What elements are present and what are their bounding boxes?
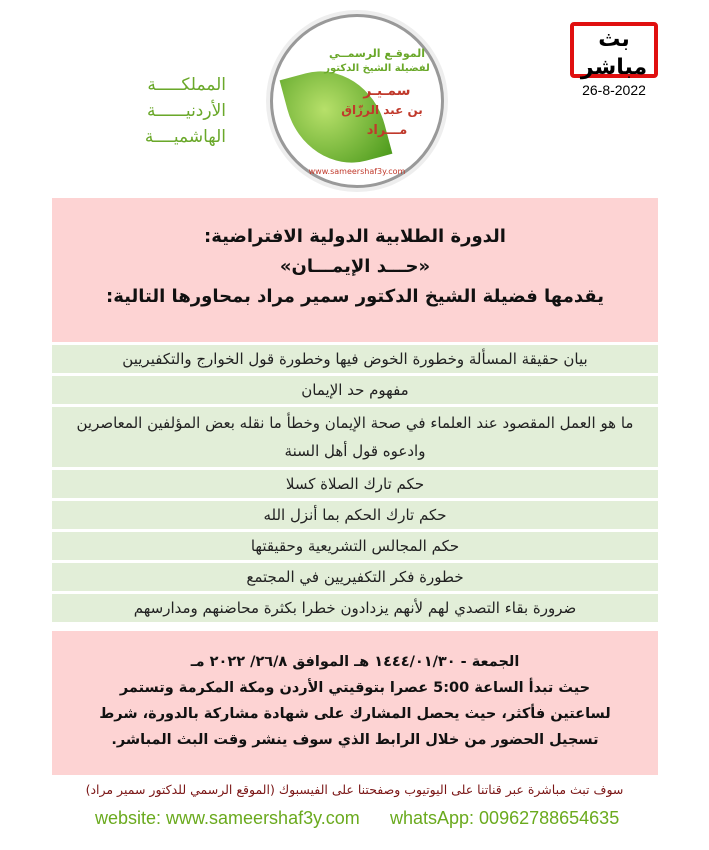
list-item: حكم تارك الصلاة كسلا bbox=[52, 470, 658, 498]
course-title-box bbox=[52, 198, 658, 342]
live-date: 26-8-2022 bbox=[582, 82, 646, 98]
whatsapp-contact[interactable]: whatsApp: 00962788654635 bbox=[390, 808, 620, 828]
course-name: «حـــد الإيمـــان» bbox=[279, 256, 431, 277]
kingdom-line: الهاشميــــة bbox=[144, 127, 226, 147]
website-link[interactable]: website: www.sameershaf3y.com bbox=[95, 808, 360, 828]
list-item: حكم المجالس التشريعية وحقيقتها bbox=[52, 532, 658, 560]
logo-text: بن عبد الرزّاق bbox=[341, 103, 423, 117]
kingdom-label bbox=[96, 72, 226, 150]
course-presenter: يقدمها فضيلة الشيخ الدكتور سمير مراد بمحاورها التالية: bbox=[106, 286, 604, 307]
live-badge bbox=[570, 22, 658, 98]
course-title: الدورة الطلابية الدولية الافتراضية: bbox=[204, 226, 506, 247]
schedule-date: الجمعة - ١٤٤٤/٠١/٣٠ هـ الموافق ٢٦/٨/ ٢٠٢٢ مـ bbox=[190, 654, 520, 670]
list-item: ضرورة بقاء التصدي لهم لأنهم يزدادون خطرا بكثرة محاضنهم ومدارسهم bbox=[52, 594, 658, 622]
logo-text: سمـيـر bbox=[363, 83, 411, 99]
logo-url: www.sameershaf3y.com bbox=[308, 167, 406, 176]
schedule-text: حيث تبدأ الساعة 5:00 عصرا بتوقيتي الأردن ومكة المكرمة وتستمر bbox=[119, 680, 591, 696]
list-item: ما هو العمل المقصود عند العلماء في صحة الإيمان وخطأ ما نقله بعض المؤلفين المعاصرين وادعوه قول أهل السنة bbox=[52, 407, 658, 467]
schedule-box bbox=[52, 631, 658, 775]
leaf-icon bbox=[280, 57, 393, 177]
live-label: بث مباشر bbox=[580, 27, 648, 80]
logo-text: مـــراد bbox=[366, 123, 408, 138]
schedule-text: تسجيل الحضور من خلال الرابط الذي سوف ينشر وقت البث المباشر. bbox=[111, 732, 599, 748]
schedule-text: لساعتين فأكثر، حيث يحصل المشارك على شهادة مشاركة بالدورة، شرط bbox=[99, 706, 611, 722]
site-logo bbox=[270, 14, 444, 188]
list-item: خطورة فكر التكفيريين في المجتمع bbox=[52, 563, 658, 591]
broadcast-note: سوف تبث مباشرة عبر قناتنا على اليوتيوب وصفحتنا على الفيسبوك (الموقع الرسمي للدكتور سمير مراد) bbox=[85, 782, 624, 797]
logo-text: لفضيلة الشيخ الدكتور bbox=[324, 63, 430, 74]
list-item: مفهوم حد الإيمان bbox=[52, 376, 658, 404]
kingdom-line: الأردنيــــــة bbox=[146, 101, 226, 121]
logo-text: الموقـع الرسمــي bbox=[328, 47, 426, 60]
kingdom-line: المملكـــــة bbox=[147, 75, 226, 95]
list-item: حكم تارك الحكم بما أنزل الله bbox=[52, 501, 658, 529]
topics-list bbox=[52, 345, 658, 625]
list-item: بيان حقيقة المسألة وخطورة الخوض فيها وخطورة قول الخوارج والتكفيريين bbox=[52, 345, 658, 373]
